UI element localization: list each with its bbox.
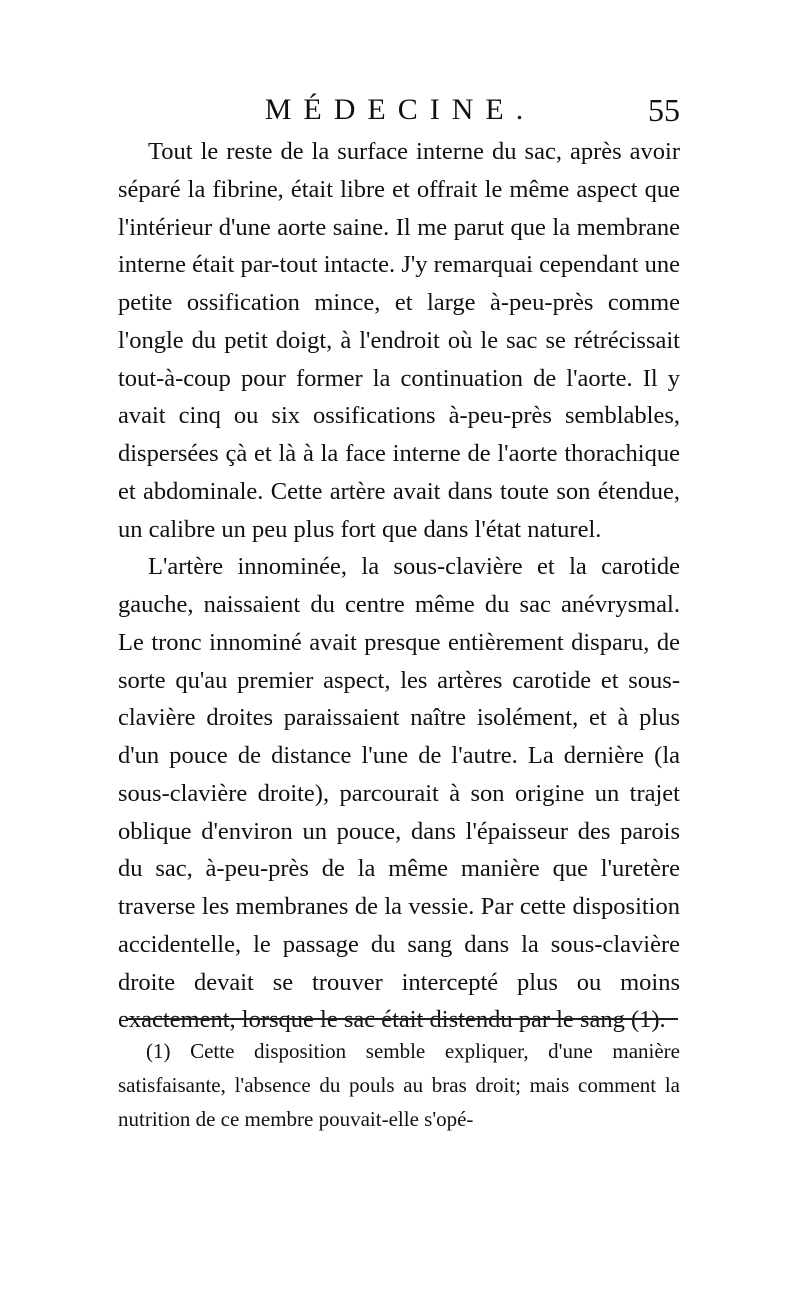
page-number: 55 (648, 92, 680, 128)
footnote-text: (1) Cette disposition semble expliquer, d'une manière satisfaisante, l'absence du pouls au bras droit; mais comment la nutrition de ce membre pouvait-elle s'opé- (118, 1039, 680, 1131)
footnote-separator (126, 1018, 678, 1020)
footnote (118, 1034, 680, 1136)
paragraph-1: Tout le reste de la surface interne du sac, après avoir séparé la fibrine, était libre et offrait le même aspect que l'intérieur d'une aorte saine. Il me parut que la membrane interne était par-tout intacte. J'y remarquai cependant une petite ossification mince, et large à-peu-près comme l'ongle du petit doigt, à l'endroit où le sac se rétrécissait tout-à-coup pour former la continuation de l'aorte. Il y avait cinq ou six ossifications à-peu-près semblables, dispersées çà et là à la face interne de l'aorte thorachique et abdominale. Cette artère avait dans toute son étendue, un calibre un peu plus fort que dans l'état naturel. (118, 138, 680, 543)
running-title: MÉDECINE. (264, 93, 536, 126)
running-head (120, 88, 680, 132)
body-text (118, 133, 680, 1039)
paragraph-2: L'artère innominée, la sous-clavière et la carotide gauche, naissaient du centre même du sac anévrysmal. Le tronc innominé avait presque entièrement disparu, de sorte qu'au premier aspect, les artères carotide et sous-clavière droites paraissaient naître isolément, et à plus d'un pouce de distance l'une de l'autre. La dernière (la sous-clavière droite), parcourait à son origine un trajet oblique d'environ un pouce, dans l'épaisseur des parois du sac, à-peu-près de la même manière que l'uretère traverse les membranes de la vessie. Par cette disposition accidentelle, le passage du sang dans la sous-clavière droite devait se trouver intercepté plus ou moins exactement, lorsque le sac était distendu par le sang (1). (118, 553, 680, 1034)
